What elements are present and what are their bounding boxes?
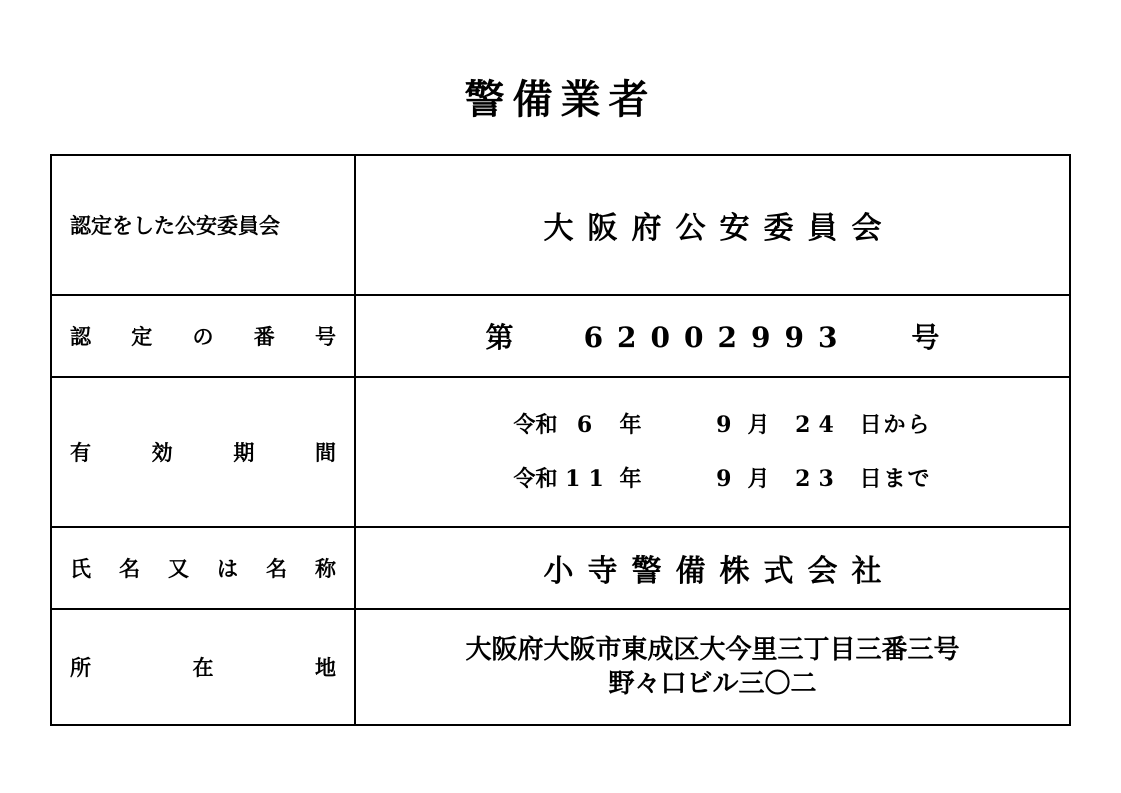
cert-number-label-cell xyxy=(51,295,355,377)
address-label xyxy=(52,652,354,682)
address-line-2: 野々口ビル三〇二 xyxy=(608,669,817,699)
from-year-unit: 年 xyxy=(619,412,642,438)
cert-number-value xyxy=(356,316,1069,356)
label-char: 称 xyxy=(315,556,336,581)
label-char: 名 xyxy=(119,556,140,581)
cert-number: 62002993 xyxy=(583,321,852,354)
label-char: 氏 xyxy=(70,556,91,581)
to-month: 9 xyxy=(716,466,732,492)
address-line-1: 大阪府大阪市東成区大今里三丁目三番三号 xyxy=(465,635,960,665)
cert-number-value-cell xyxy=(355,295,1070,377)
from-day-unit: 日から xyxy=(859,412,932,438)
label-char: 認 xyxy=(70,324,91,349)
cert-number-prefix: 第 xyxy=(485,321,514,354)
address-value-cell xyxy=(355,609,1070,725)
to-year-unit: 年 xyxy=(619,466,642,492)
validity-label xyxy=(52,437,354,467)
label-char: 号 xyxy=(315,324,336,349)
name-value-cell xyxy=(355,527,1070,609)
from-month-unit: 月 xyxy=(747,412,770,438)
label-char: 期 xyxy=(233,440,255,465)
cert-number-label xyxy=(52,321,354,351)
label-char: の xyxy=(192,324,214,349)
cert-number-row xyxy=(51,295,1070,377)
commission-label-cell xyxy=(51,155,355,295)
label-char: 番 xyxy=(253,324,275,349)
validity-from xyxy=(493,398,931,452)
to-month-unit: 月 xyxy=(747,466,770,492)
from-year: 6 xyxy=(576,412,601,438)
to-day: 23 xyxy=(795,466,842,492)
label-char: 名 xyxy=(266,556,287,581)
address-value xyxy=(356,633,1069,701)
address-label-cell xyxy=(51,609,355,725)
certificate-table xyxy=(50,154,1071,726)
name-label-cell xyxy=(51,527,355,609)
document-title: 警備業者 xyxy=(464,76,657,123)
validity-value-cell xyxy=(355,377,1070,527)
validity-to xyxy=(493,452,931,506)
label-char: 地 xyxy=(315,655,336,680)
commission-label: 認定をした公安委員会 xyxy=(70,213,280,238)
from-era: 令和 xyxy=(513,412,558,438)
name-label xyxy=(52,553,354,583)
validity-row xyxy=(51,377,1070,527)
label-char: 効 xyxy=(151,440,173,465)
cert-number-suffix: 号 xyxy=(911,321,940,354)
to-year: 11 xyxy=(565,466,612,492)
label-char: 間 xyxy=(314,440,336,465)
company-name: 小寺警備株式会社 xyxy=(543,554,896,589)
name-row xyxy=(51,527,1070,609)
validity-label-cell xyxy=(51,377,355,527)
label-char: 所 xyxy=(70,655,91,680)
to-day-unit: 日まで xyxy=(859,466,932,492)
address-row xyxy=(51,609,1070,725)
commission-value: 大阪府公安委員会 xyxy=(543,211,896,246)
label-char: 定 xyxy=(131,324,153,349)
label-char: 有 xyxy=(70,440,91,465)
label-char: 又 xyxy=(168,556,189,581)
validity-period xyxy=(493,398,931,506)
from-day: 24 xyxy=(795,412,842,438)
commission-row xyxy=(51,155,1070,295)
label-char: 在 xyxy=(192,655,214,680)
from-month: 9 xyxy=(716,412,732,438)
to-era: 令和 xyxy=(513,466,558,492)
commission-value-cell xyxy=(355,155,1070,295)
label-char: は xyxy=(217,556,238,581)
